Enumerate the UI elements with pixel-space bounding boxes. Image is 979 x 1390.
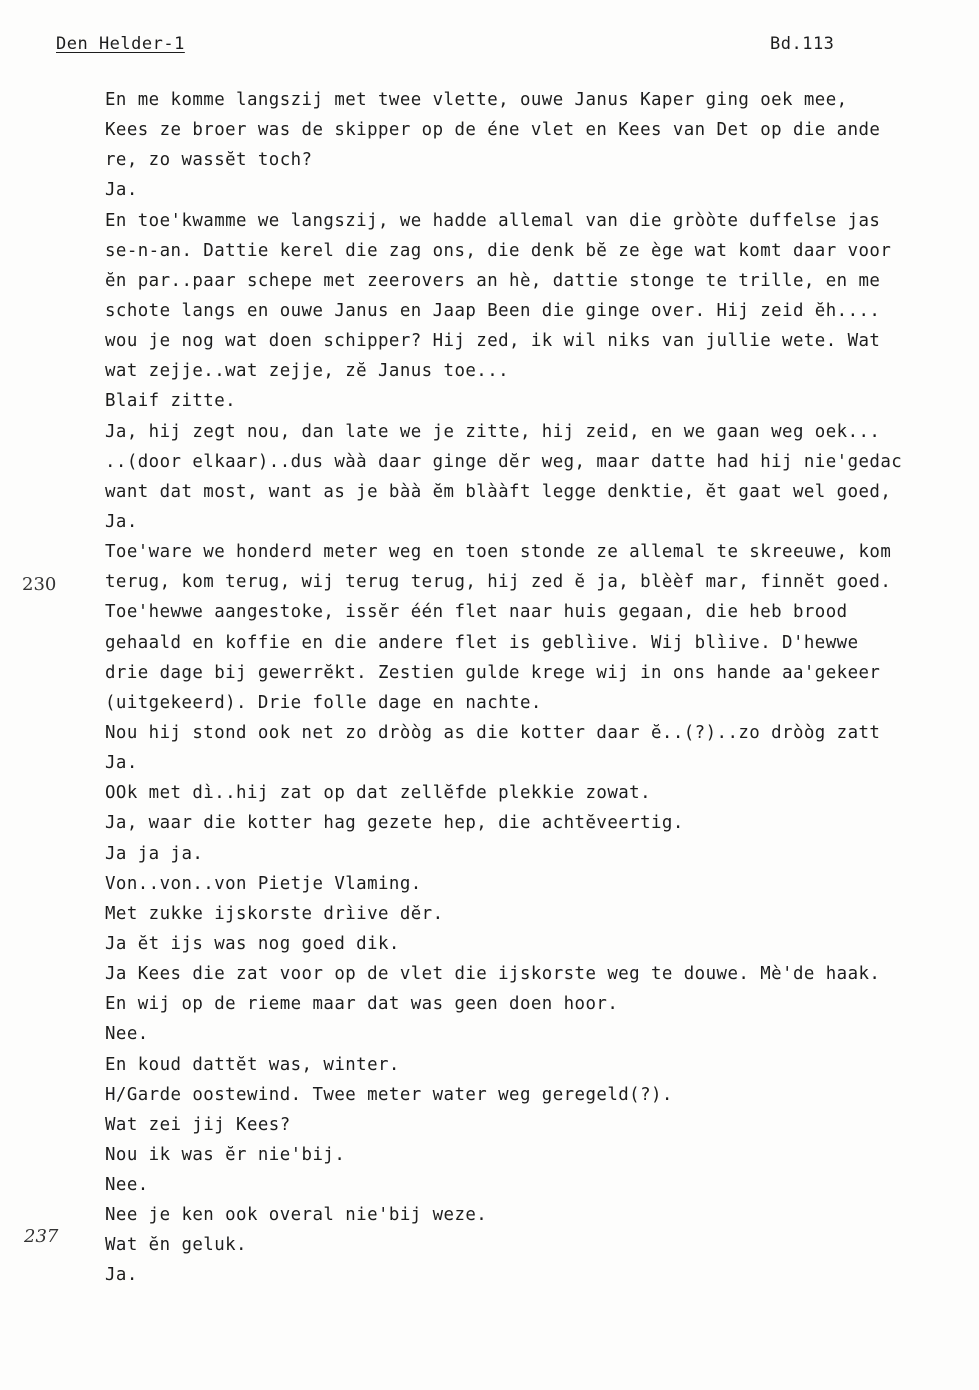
- text-line: Nee.: [105, 1024, 149, 1045]
- text-line: Ja.: [105, 1265, 138, 1286]
- text-line: Nee.: [105, 1175, 149, 1196]
- text-line: Nou hij stond ook net zo dròòg as die kotter daar ĕ..(?)..zo dròòg zatt: [105, 722, 881, 743]
- text-line: Nou ik was ĕr nie'bij.: [105, 1144, 346, 1165]
- text-line: wou je nog wat doen schipper? Hij zed, ik wil niks van jullie wete. Wat: [105, 331, 881, 352]
- transcript-body: [105, 85, 979, 1291]
- text-line: Toe'ware we honderd meter weg en toen stonde ze allemal te skreeuwe, kom: [105, 542, 892, 563]
- text-line: Wat zei jij Kees?: [105, 1114, 291, 1135]
- text-line: re, zo wassĕt toch?: [105, 150, 313, 171]
- text-line: Wat ĕn geluk.: [105, 1235, 247, 1256]
- text-line: En toe'kwamme we langszij, we hadde allemal van die gròòte duffelse jas: [105, 210, 881, 231]
- text-line: Ja ĕt ijs was nog goed dik.: [105, 933, 400, 954]
- text-line: wat zejje..wat zejje, zĕ Janus toe...: [105, 361, 510, 382]
- text-line: Ja, waar die kotter hag gezete hep, die achtĕveertig.: [105, 813, 684, 834]
- text-line: En koud dattĕt was, winter.: [105, 1054, 400, 1075]
- text-line: se-n-an. Dattie kerel die zag ons, die denk bĕ ze ège wat komt daar voor: [105, 240, 892, 261]
- text-line: Toe'hewwe aangestoke, issĕr één flet naar huis gegaan, die heb brood: [105, 602, 848, 623]
- text-line: schote langs en ouwe Janus en Jaap Been die ginge over. Hij zeid ĕh....: [105, 300, 881, 321]
- text-line: Ja Kees die zat voor op de vlet die ijskorste weg te douwe. Mè'de haak.: [105, 964, 881, 985]
- text-line: want dat most, want as je bàà ĕm blààft legge denktie, ĕt gaat wel goed,: [105, 481, 892, 502]
- text-line: Ja ja ja.: [105, 843, 204, 864]
- text-line: H/Garde oostewind. Twee meter water weg geregeld(?).: [105, 1084, 673, 1105]
- text-line: ..(door elkaar)..dus wàà daar ginge dĕr weg, maar datte had hij nie'gedac: [105, 451, 903, 472]
- text-line: Nee je ken ook overal nie'bij weze.: [105, 1205, 488, 1226]
- text-line: Von..von..von Pietje Vlaming.: [105, 873, 422, 894]
- margin-line-number: 237: [24, 1226, 59, 1247]
- text-line: Kees ze broer was de skipper op de éne vlet en Kees van Det op die ande: [105, 120, 881, 141]
- text-line: Ja.: [105, 511, 138, 532]
- text-line: OOk met dì..hij zat op dat zellĕfde plekkie zowat.: [105, 783, 652, 804]
- text-line: En wij op de rieme maar dat was geen doen hoor.: [105, 994, 619, 1015]
- margin-line-number: 230: [22, 574, 57, 595]
- text-line: En me komme langszij met twee vlette, ouwe Janus Kaper ging oek mee,: [105, 90, 848, 110]
- text-line: gehaald en koffie en die andere flet is geblìive. Wij blìive. D'hewwe: [105, 632, 859, 653]
- text-line: Ja.: [105, 180, 138, 201]
- text-line: Blaif zitte.: [105, 391, 237, 412]
- text-line: terug, kom terug, wij terug terug, hij zed ĕ ja, blèèf mar, finnĕt goed.: [105, 572, 892, 593]
- header-title: Den Helder-1: [56, 34, 185, 54]
- text-line: Ja.: [105, 753, 138, 774]
- page-reference: Bd.113: [770, 34, 835, 54]
- text-line: (uitgekeerd). Drie folle dage en nachte.: [105, 692, 542, 713]
- text-line: Met zukke ijskorste drìive dĕr.: [105, 903, 444, 924]
- text-line: drie dage bij gewerrĕkt. Zestien gulde krege wij in ons hande aa'gekeer: [105, 662, 881, 683]
- text-line: ĕn par..paar schepe met zeerovers an hè, dattie stonge te trille, en me: [105, 270, 881, 291]
- text-line: Ja, hij zegt nou, dan late we je zitte, hij zeid, en we gaan weg oek...: [105, 421, 881, 442]
